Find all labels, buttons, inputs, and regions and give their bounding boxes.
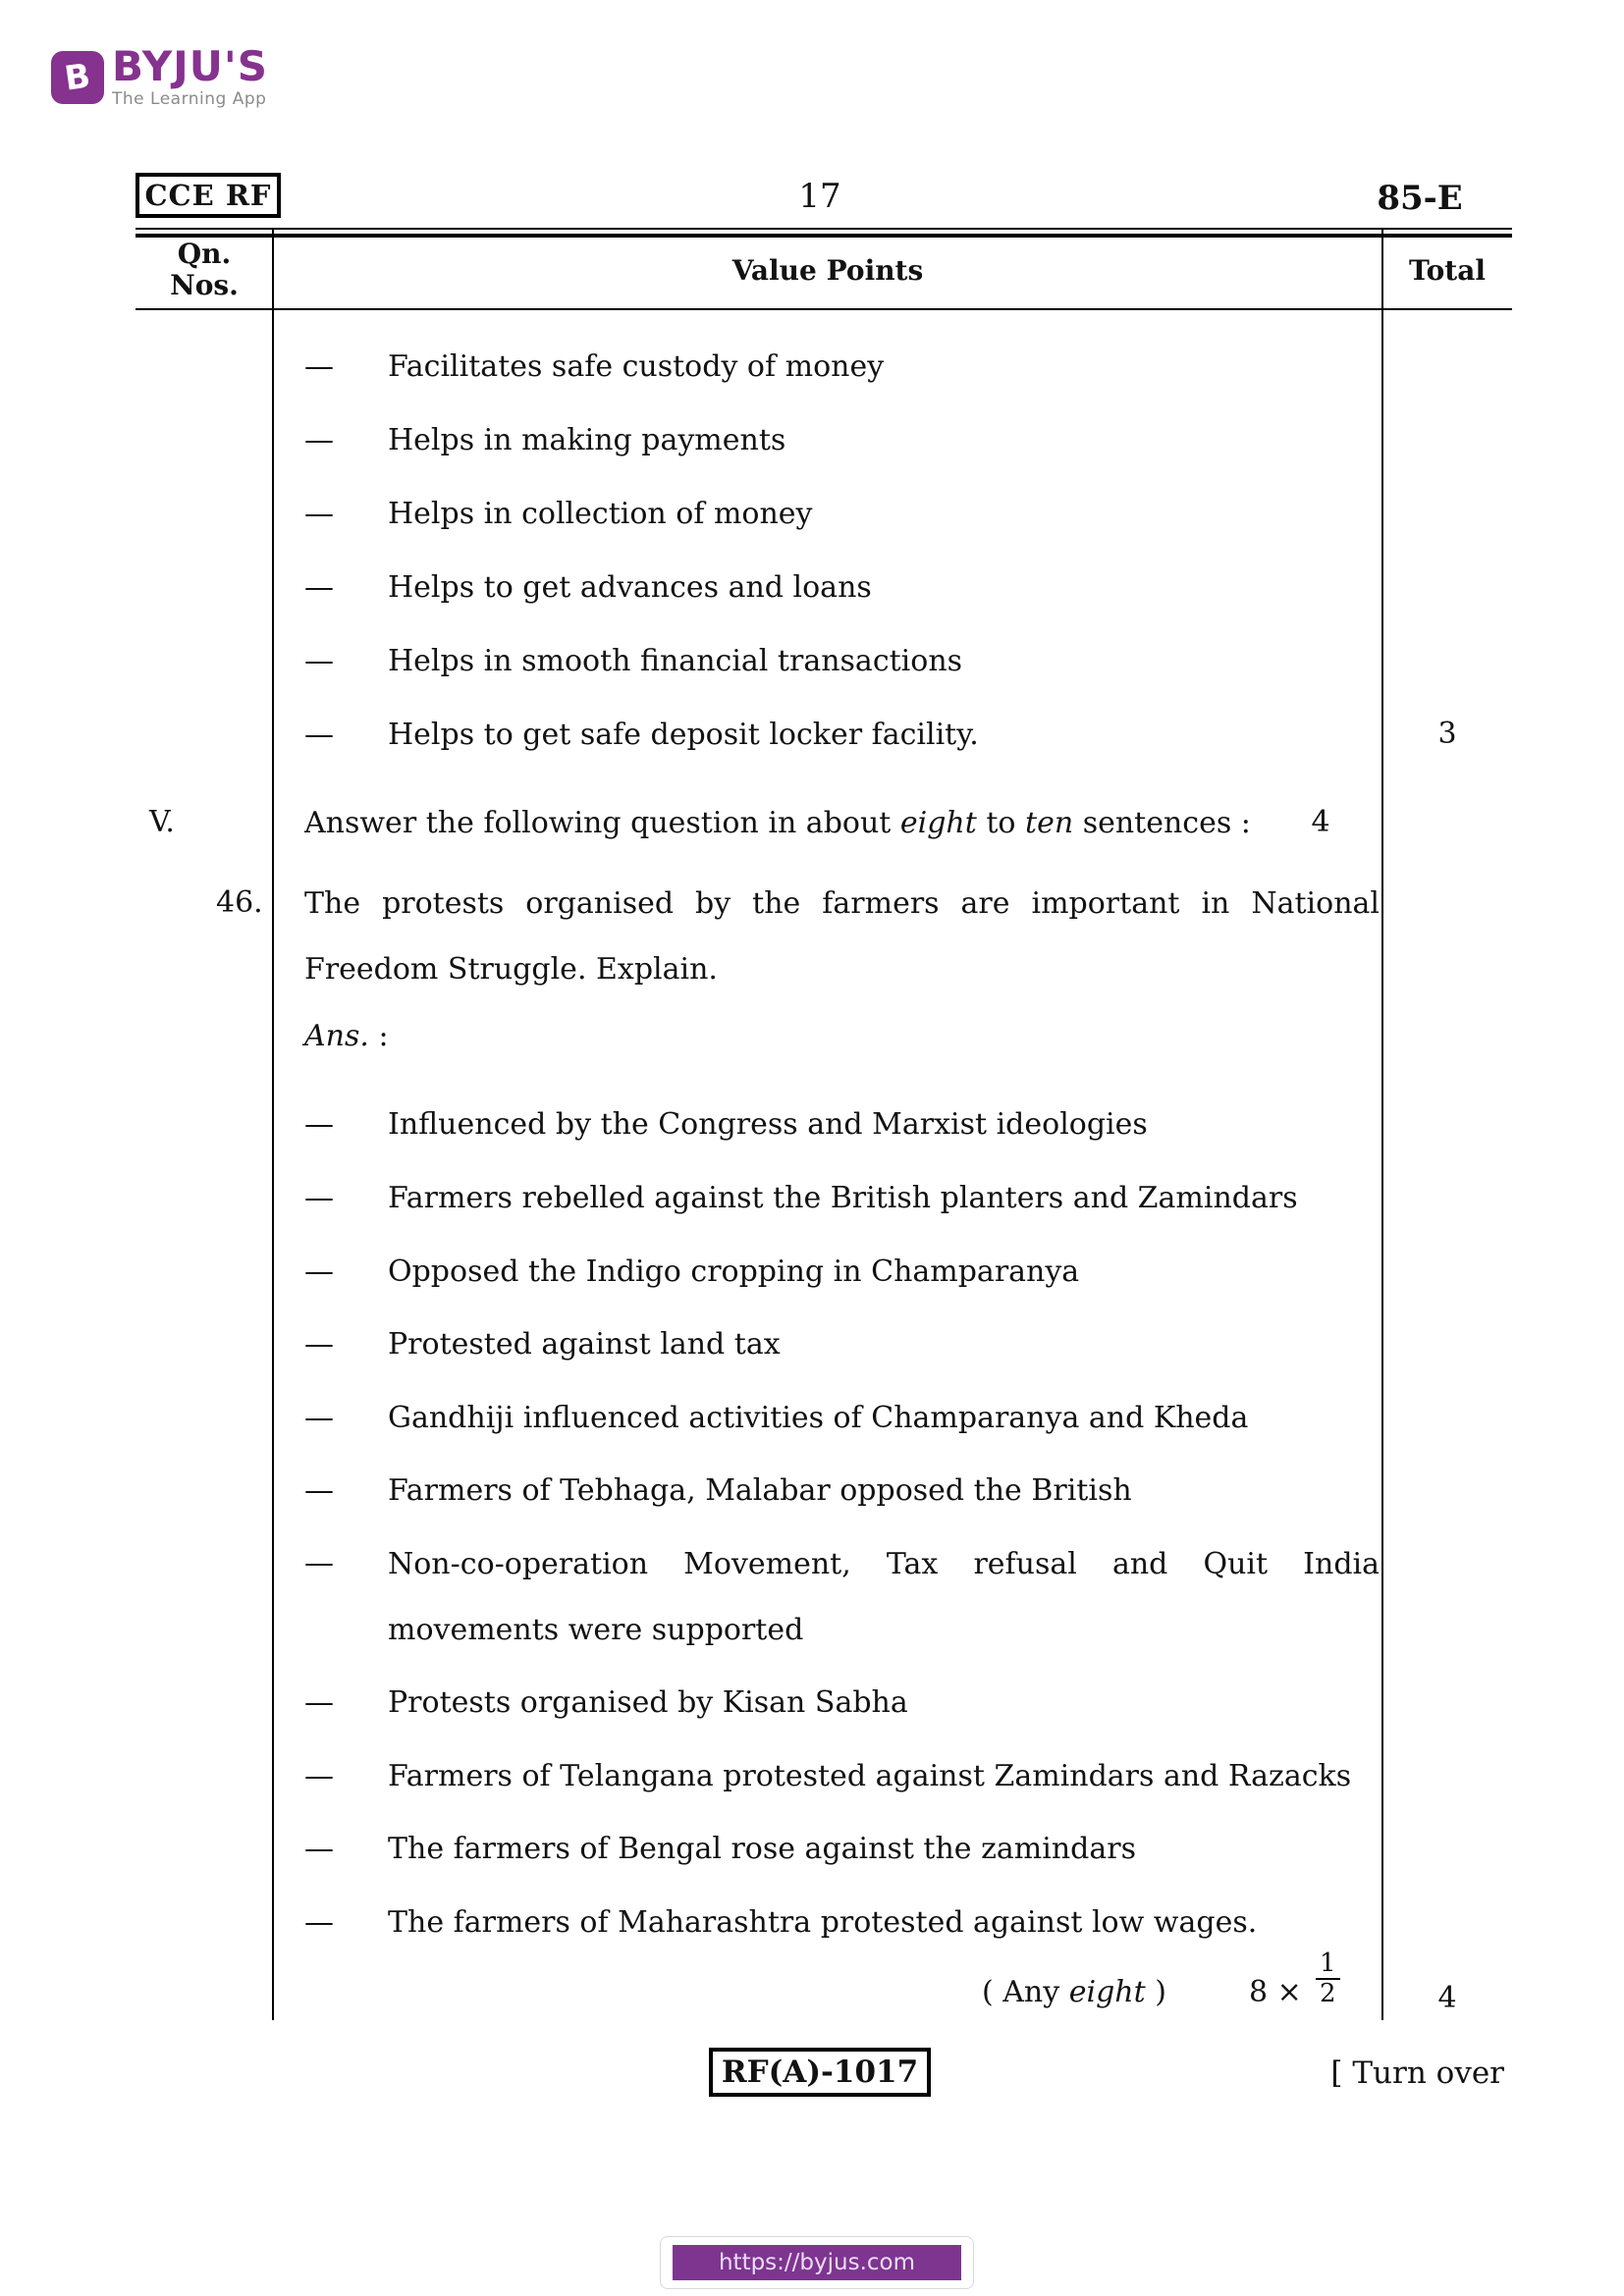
table-top-thin-rule bbox=[135, 228, 1512, 230]
answer-point-text: Influenced by the Congress and Marxist ideologies bbox=[388, 1107, 1148, 1142]
ans-colon: : bbox=[368, 1019, 389, 1053]
bullet-dash: — bbox=[304, 1546, 334, 1580]
answer-point-text: The farmers of Bengal rose against the zamindars bbox=[388, 1832, 1136, 1866]
marks-fraction bbox=[1316, 1949, 1340, 2008]
answer-point-line1: Non-co-operation Movement, Tax refusal and Quit India bbox=[388, 1547, 1380, 1581]
question-number-46: 46. bbox=[216, 885, 263, 920]
paper-code-footer: RF(A)-1017 bbox=[709, 2048, 931, 2097]
bullet-dash: — bbox=[304, 1685, 334, 1720]
bullet-dash: — bbox=[304, 1759, 334, 1793]
col-header-qn-line1: Qn. bbox=[177, 238, 232, 270]
table-top-thick-rule bbox=[135, 234, 1512, 238]
byjus-link[interactable]: https://byjus.com bbox=[673, 2245, 961, 2280]
bullet-dash: — bbox=[304, 1181, 334, 1215]
value-point-text: Helps to get advances and loans bbox=[388, 570, 872, 605]
value-point-line bbox=[304, 422, 785, 459]
any-note-italic: eight bbox=[1068, 1975, 1146, 2009]
instruction-text: to bbox=[976, 806, 1026, 840]
turn-over-note: [ Turn over bbox=[1330, 2056, 1504, 2091]
answer-point-text: Farmers of Telangana protested against Zamindars and Razacks bbox=[388, 1759, 1352, 1793]
bullet-dash: — bbox=[304, 423, 334, 457]
answer-point-text: Opposed the Indigo cropping in Champaranya bbox=[388, 1255, 1080, 1289]
value-point-line bbox=[304, 643, 962, 680]
total-marks-3: 3 bbox=[1437, 717, 1457, 751]
bullet-dash: — bbox=[304, 349, 334, 384]
answer-point-line bbox=[304, 1904, 1257, 1942]
fraction-numerator: 1 bbox=[1320, 1949, 1336, 1978]
answer-point-text: Protests organised by Kisan Sabha bbox=[388, 1685, 908, 1720]
answer-point-line bbox=[304, 1831, 1136, 1868]
bullet-dash: — bbox=[304, 1473, 334, 1508]
value-point-line bbox=[304, 569, 872, 607]
byjus-link-wrap bbox=[660, 2236, 974, 2289]
answer-point-line bbox=[304, 1758, 1351, 1795]
marks-expression: 8 × bbox=[1249, 1975, 1302, 2009]
bullet-dash: — bbox=[304, 570, 334, 605]
instruction-text: Answer the following question in about bbox=[304, 806, 900, 840]
ans-label: Ans. bbox=[304, 1019, 369, 1053]
question-46-line1: The protests organised by the farmers are important in National bbox=[304, 886, 1380, 921]
bullet-dash: — bbox=[304, 497, 334, 531]
byjus-tagline: The Learning App bbox=[112, 89, 267, 109]
paper-code: 85-E bbox=[1377, 179, 1463, 218]
sectionV-instruction bbox=[304, 805, 1251, 842]
byjus-logo-text bbox=[112, 37, 268, 109]
answer-point-text: Protested against land tax bbox=[388, 1327, 781, 1362]
value-point-text: Helps in collection of money bbox=[388, 497, 813, 531]
sectionV-marks: 4 bbox=[1311, 805, 1330, 839]
col-header-qn-line2: Nos. bbox=[170, 269, 239, 302]
bullet-dash: — bbox=[304, 718, 334, 752]
any-note-open: ( Any bbox=[982, 1975, 1069, 2009]
bullet-dash: — bbox=[304, 1107, 334, 1142]
any-eight-note bbox=[982, 1975, 1166, 2009]
value-point-line bbox=[304, 348, 884, 386]
col-header-total: Total bbox=[1408, 254, 1486, 287]
answer-point-line bbox=[304, 1180, 1298, 1217]
page-number: 17 bbox=[798, 177, 841, 216]
bullet-dash: — bbox=[304, 1401, 334, 1435]
table-header-bottom-rule bbox=[135, 308, 1512, 310]
instruction-italic-ten: ten bbox=[1025, 806, 1074, 840]
col-header-value-points: Value Points bbox=[731, 254, 924, 287]
answer-point-text: Gandhiji influenced activities of Champaranya and Kheda bbox=[388, 1401, 1249, 1435]
answer-point-line bbox=[304, 1684, 908, 1722]
answer-label-line bbox=[304, 1018, 389, 1055]
bullet-dash: — bbox=[304, 644, 334, 678]
col-header-qn bbox=[135, 239, 273, 301]
answer-point-line bbox=[304, 1326, 781, 1363]
byjus-logo-icon bbox=[51, 51, 104, 104]
table-divider-right bbox=[1381, 228, 1383, 2020]
question-roman-numeral: V. bbox=[149, 805, 175, 839]
total-marks-4: 4 bbox=[1437, 1981, 1457, 2015]
bullet-dash: — bbox=[304, 1255, 334, 1289]
value-point-text: Helps in smooth financial transactions bbox=[388, 644, 963, 678]
cce-rf-badge: CCE RF bbox=[135, 173, 281, 218]
answer-point-text: Farmers of Tebhaga, Malabar opposed the British bbox=[388, 1473, 1132, 1508]
bullet-dash: — bbox=[304, 1832, 334, 1866]
value-point-text: Facilitates safe custody of money bbox=[388, 349, 885, 384]
answer-point-line bbox=[304, 1400, 1248, 1437]
byjus-brand-name: BYJU'S bbox=[112, 42, 268, 90]
answer-point-text: Farmers rebelled against the British planters and Zamindars bbox=[388, 1181, 1298, 1215]
table-divider-left bbox=[272, 228, 274, 2020]
value-point-line bbox=[304, 496, 813, 533]
answer-point-text: The farmers of Maharashtra protested against low wages. bbox=[388, 1905, 1258, 1940]
answer-point-line bbox=[304, 1106, 1148, 1144]
instruction-italic-eight: eight bbox=[899, 806, 977, 840]
answer-point-line bbox=[304, 1472, 1132, 1510]
value-point-line bbox=[304, 717, 979, 754]
value-point-text: Helps to get safe deposit locker facility. bbox=[388, 718, 979, 752]
any-note-close: ) bbox=[1145, 1975, 1166, 2009]
bullet-dash: — bbox=[304, 1905, 334, 1940]
answer-point-line2: movements were supported bbox=[388, 1613, 804, 1647]
value-point-text: Helps in making payments bbox=[388, 423, 786, 457]
instruction-text: sentences : bbox=[1073, 806, 1251, 840]
bullet-dash: — bbox=[304, 1327, 334, 1362]
question-46-line2: Freedom Struggle. Explain. bbox=[304, 952, 718, 987]
byjus-logo bbox=[51, 37, 268, 109]
byjus-logo-letter: B bbox=[62, 56, 93, 99]
answer-point-line bbox=[304, 1254, 1079, 1291]
fraction-denominator: 2 bbox=[1316, 1978, 1340, 2008]
